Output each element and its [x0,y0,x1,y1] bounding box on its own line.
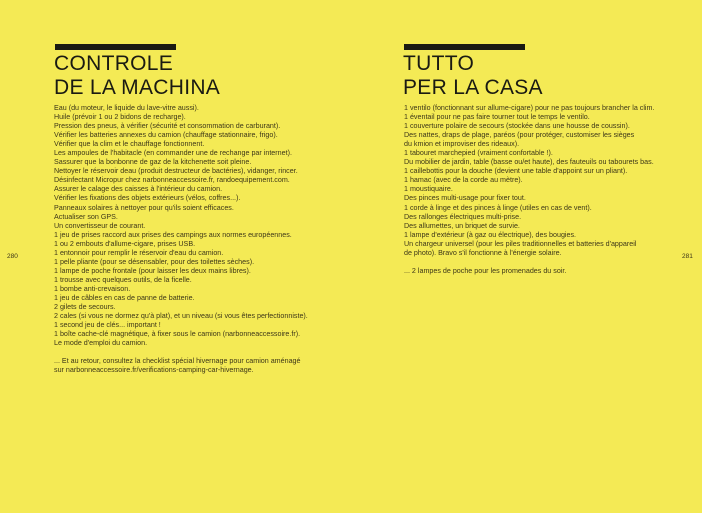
list-item: du kmion et improviser des rideaux). [404,140,520,149]
page-title: TUTTO PER LA CASA [403,52,543,99]
page-number: 280 [7,253,18,260]
list-item: Un convertisseur de courant. [54,221,146,230]
checklist [54,104,308,375]
list-item: Du mobilier de jardin, table (basse ou/et haute), des fauteuils ou tabourets bas. [404,158,654,167]
list-item: sur narbonneaccessoire.fr/verifications-camping-car-hivernage. [54,366,254,375]
list-item: Eau (du moteur, le liquide du lave-vitre aussi). [54,104,199,112]
list-item: Nettoyer le réservoir deau (produit destructeur de bactéries), vidanger, rincer. [54,167,298,176]
list-item: Désinfectant Micropur chez narbonneaccessoire.fr, randoequipement.com. [54,176,290,185]
list-item: 1 ventilo (fonctionnant sur allume-cigare) pour ne pas toujours brancher la clim. [404,104,655,112]
list-item: ... 2 lampes de poche pour les promenades du soir. [404,266,567,275]
page-number: 281 [682,253,693,260]
list-item: 1 second jeu de clés... important ! [54,321,161,330]
list-item: 1 hamac (avec de la corde au mètre). [404,176,523,185]
list-item: 1 boîte cache-clé magnétique, à fixer sous le camion (narbonneaccessoire.fr). [54,330,301,339]
list-item: 2 cales (si vous ne dormez qu'à plat), et un niveau (si vous êtes perfectionniste). [54,312,308,321]
checklist [404,104,654,276]
list-item: 2 gilets de secours. [54,303,116,312]
list-item: 1 jeu de câbles en cas de panne de batterie. [54,293,195,302]
list-item: ... Et au retour, consultez la checklist spécial hivernage pour camion aménagé [54,357,301,366]
list-item: 1 lampe de poche frontale (pour laisser les deux mains libres). [54,266,251,275]
list-item: Vérifier que la clim et le chauffage fonctionnent. [54,140,205,149]
list-item: de photo). Bravo s'il fonctionne à l'énergie solaire. [404,248,562,257]
list-item: Des rallonges électriques multi-prise. [404,212,522,221]
list-item: Les ampoules de l'habitacle (en commander une de rechange par internet). [54,149,292,158]
list-item: 1 ou 2 embouts d'allume-cigare, prises USB. [54,239,196,248]
title-rule [55,44,176,50]
list-item: 1 corde à linge et des pinces à linge (utiles en cas de vent). [404,203,592,212]
title-rule [404,44,525,50]
list-item: Vérifier les batteries annexes du camion (chauffage stationnaire, frigo). [54,131,278,140]
list-item: 1 tabouret marchepied (vraiment confortable !). [404,149,553,158]
list-item: 1 caillebottis pour la douche (devient une table d'appoint sur un pliant). [404,167,628,176]
list-item [54,348,308,357]
list-item: Vérifier les fixations des objets extérieurs (vélos, coffres...). [54,194,241,203]
list-item: Le mode d'emploi du camion. [54,339,148,348]
list-item: 1 jeu de prises raccord aux prises des campings aux normes européennes. [54,230,292,239]
list-item: Des allumettes, un briquet de survie. [404,221,520,230]
list-item: Des nattes, draps de plage, paréos (pour protéger, customiser les sièges [404,131,635,140]
list-item: 1 pelle pliante (pour se désensabler, pour des toilettes sèches). [54,257,255,266]
list-item: Pression des pneus, à vérifier (sécurité et consommation de carburant). [54,122,281,131]
list-item: 1 éventail pour ne pas faire tourner tout le temps le ventilo. [404,113,590,122]
list-item: Assurer le calage des caisses à l'intérieur du camion. [54,185,223,194]
list-item: Panneaux solaires à nettoyer pour qu'ils soient efficaces. [54,203,234,212]
list-item: 1 bombe anti-crevaison. [54,284,131,293]
list-item: Des pinces multi-usage pour fixer tout. [404,194,526,203]
list-item: 1 couverture polaire de secours (stockée dans une housse de coussin). [404,122,630,131]
right-page [351,0,702,513]
list-item: 1 moustiquaire. [404,185,453,194]
list-item [404,258,654,267]
list-item: 1 entonnoir pour remplir le réservoir d'eau du camion. [54,248,224,257]
list-item: Huile (prévoir 1 ou 2 bidons de recharge). [54,113,186,122]
list-item: Un chargeur universel (pour les piles traditionnelles et batteries d'appareil [404,239,637,248]
list-item: 1 lampe d'extérieur (à gaz ou électrique), des bougies. [404,230,577,239]
page-title: CONTROLE DE LA MACHINA [54,52,221,99]
list-item: Sassurer que la bonbonne de gaz de la kitchenette soit pleine. [54,158,252,167]
list-item: 1 trousse avec quelques outils, de la ficelle. [54,275,192,284]
list-item: Actualiser son GPS. [54,212,118,221]
